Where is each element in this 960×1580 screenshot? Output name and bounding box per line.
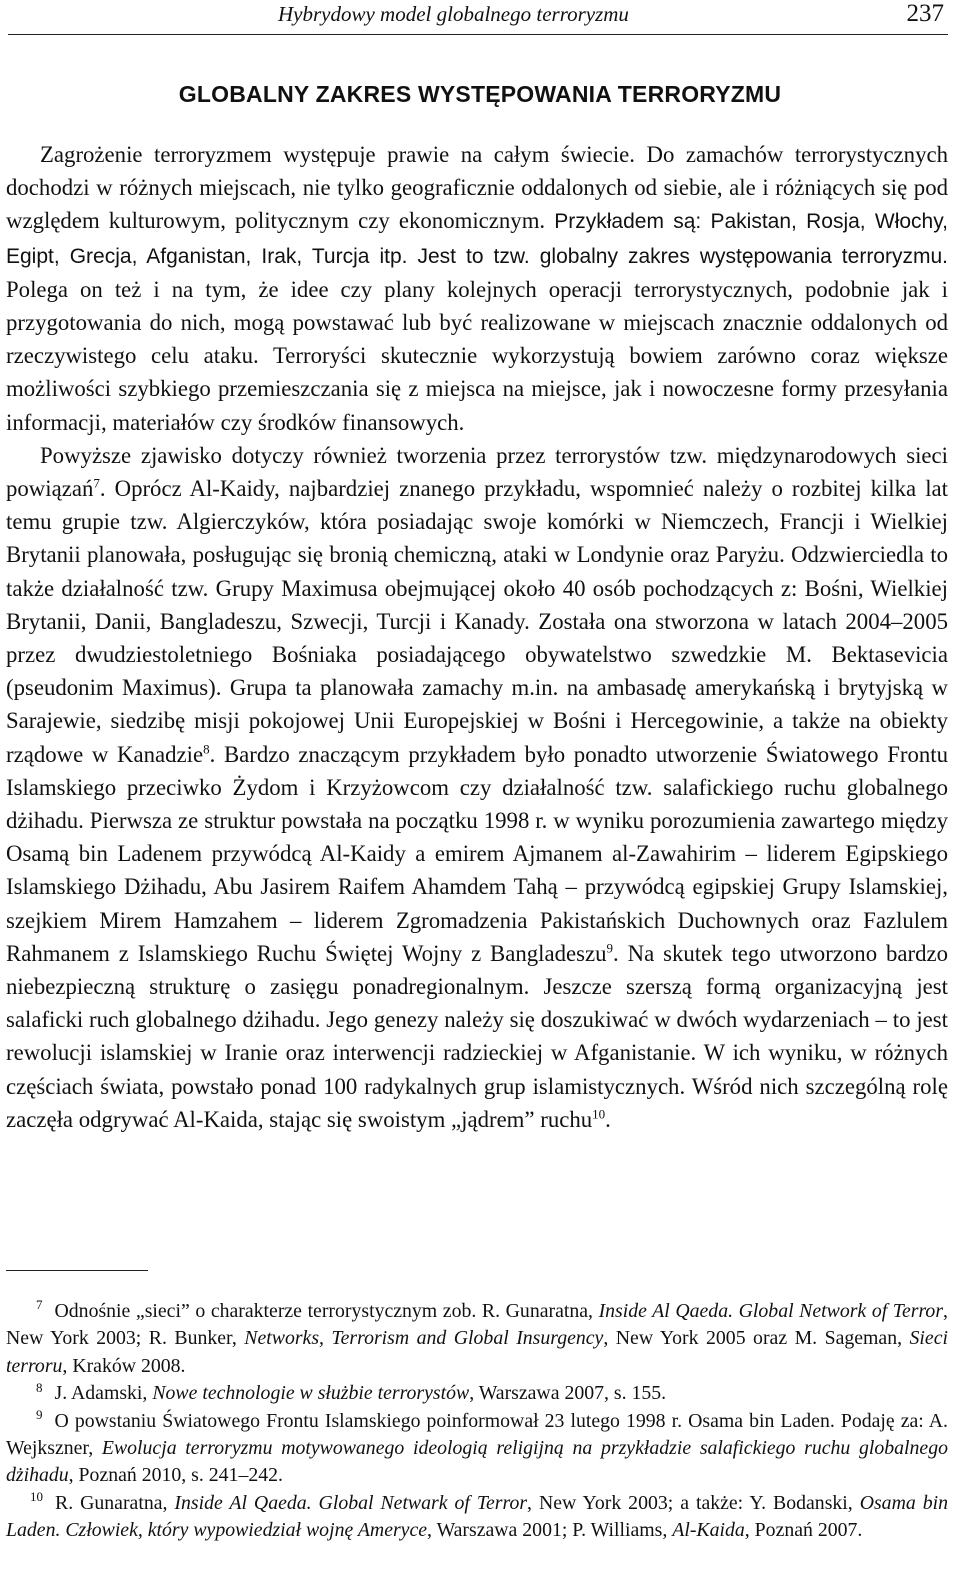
footnote-ref-9[interactable]: 9 <box>606 940 614 956</box>
footnote-text: R. Gunaratna, <box>55 1491 175 1514</box>
footnote-title: Inside Al Qaeda. Global Network of Terror <box>598 1300 944 1322</box>
footnote-title: Sieci terroru <box>6 1327 948 1377</box>
footnote-title: Inside Al Qaeda. Global Netwark of Terror <box>174 1491 528 1514</box>
footnote-title: Ewolucja terroryzmu motywowanego ideologią religijną na przykładzie salafickiego ruchu globalnego dżihadu <box>6 1437 948 1487</box>
footnote-10 <box>6 1490 948 1545</box>
footnote-title: Nowe technologie w służbie terrorystów <box>152 1382 470 1405</box>
paragraph-1-part-a: Zagrożenie terroryzmem występuje prawie na całym świecie. Do zamachów terrorystycznych dochodzi w różnych miejscach, nie tylko geograficznie oddalonych od siebie, ale i różniących się pod względem kulturowym, politycznym czy ekonomicznym. <box>6 142 948 234</box>
footnote-text: Odnośnie „sieci” o charakterze terrorystycznym zob. R. Gunaratna, <box>54 1300 599 1322</box>
footnote-text: , New York 2003; R. Bunker, <box>6 1300 948 1350</box>
footnote-title: Osama bin Laden. Człowiek, który wypowiedział wojnę Ameryce <box>6 1491 948 1542</box>
footnote-number: 8 <box>36 1379 43 1395</box>
footnote-text: , Kraków 2008. <box>62 1354 186 1377</box>
paragraph-1 <box>6 138 948 439</box>
paragraph-2-part-c: . Bardzo znaczącym przykładem było ponadto utworzenie Światowego Frontu Islamskiego przeciwko Żydom i Krzyżowcom czy działalność tzw. salafickiego ruchu globalnego dżihadu. Pierwsza ze struktur powstała na początku 1998 r. w wyniku porozumienia zawartego między Osamą bin Ladenem przywódcą Al-Kaidy a emirem Ajmanem al-Zawahirim – liderem Egipskiego Islamskiego Dżihadu, Abu Jasirem Raifem Ahamdem Tahą – przywódcą egipskiej Grupy Islamskiej, szejkiem Mirem Hamzahem – liderem Zgromadzenia Pakistańskich Duchownych oraz Fazlulem Rahmanem z Islamskiego Ruchu Świętej Wojny z Bangladeszu <box>6 741 949 966</box>
footnote-number: 7 <box>36 1297 43 1313</box>
footnote-number: 10 <box>30 1489 43 1505</box>
footnote-text: O powstaniu Światowego Frontu Islamskiego poinformował 23 lutego 1998 r. Osama bin Laden. Podaję za: A. Wejkszner, <box>6 1409 948 1460</box>
footnote-text: , New York 2005 oraz M. Sageman, <box>603 1327 910 1350</box>
running-header <box>8 0 948 35</box>
page-number: 237 <box>906 0 944 27</box>
footnote-ref-10[interactable]: 10 <box>592 1106 606 1122</box>
footnote-separator <box>6 1270 148 1271</box>
footnote-9 <box>6 1408 948 1490</box>
footnote-number: 9 <box>36 1407 43 1423</box>
paragraph-2-part-b: . Oprócz Al-Kaidy, najbardziej znanego przykładu, wspomnieć należy o rozbitej kilka lat temu grupie tzw. Algierczyków, która posiadając swoje komórki w Niemczech, Francji i Wielkiej Brytanii planowała, posługując się bronią chemiczną, ataki w Londynie oraz Paryżu. Odzwierciedla to także działalność tzw. Grupy Maximusa obejmującej około 40 osób pochodzących z: Bośni, Wielkiej Brytanii, Danii, Bangladeszu, Szwecji, Turcji i Kanady. Została ona stworzona w latach 2004–2005 przez dwudziestoletniego Bośniaka posiadającego obywatelstwo szwedzkie M. Bektasevicia (pseudonim Maximus). Grupa ta planowała zamachy m.in. na ambasadę amerykańską i brytyjską w Sarajewie, siedzibę misji pokojowej Unii Europejskiej w Bośni i Hercegowinie, a także na obiekty rządowe w Kanadzie <box>6 476 948 767</box>
paragraph-1-part-b: Przykładem są: Pakistan, Rosja, Włochy, Egipt, Grecja, Afganistan, Irak, Turcja itp. Jest to tzw. globalny zakres występowania terroryzmu. <box>6 210 949 268</box>
paragraph-2 <box>6 439 948 1136</box>
main-text <box>6 138 948 1136</box>
footnote-text: , Poznań 2010, s. 241–242. <box>68 1464 283 1487</box>
footnote-ref-8[interactable]: 8 <box>203 741 210 757</box>
footnotes <box>6 1298 948 1545</box>
footnote-title: Networks, Terrorism and Global Insurgency <box>244 1327 604 1350</box>
footnote-text: , New York 2003; a także: Y. Bodanski, <box>527 1491 860 1514</box>
footnote-text: , Warszawa 2001; P. Williams, <box>427 1519 673 1542</box>
footnote-ref-7[interactable]: 7 <box>93 475 100 491</box>
paragraph-2-part-a: Powyższe zjawisko dotyczy również tworzenia przez terrorystów tzw. międzynarodowych sieci powiązań <box>6 442 948 502</box>
footnote-7 <box>6 1298 948 1380</box>
paragraph-1-part-c: Polega on też i na tym, że idee czy plany kolejnych operacji terrorystycznych, podobnie jak i przygotowania do nich, mogą powstawać lub być realizowane w miejscach znacznie oddalonych od rzeczywistego celu ataku. Terroryści skutecznie wykorzystują bowiem zarówno coraz większe możliwości szybkiego przemieszczania się z miejsca na miejsce, jak i nowoczesne formy przesyłania informacji, materiałów czy środków finansowych. <box>6 276 948 435</box>
running-title: Hybrydowy model globalnego terroryzmu <box>278 2 629 26</box>
footnote-text: , Poznań 2007. <box>744 1519 863 1542</box>
footnote-title: Al-Kaida <box>672 1519 745 1542</box>
paragraph-2-part-d: . Na skutek tego utworzono bardzo niebezpieczną strukturę o zasięgu ponadregionalnym. Jeszcze szerszą formą organizacyjną jest salaficki ruch globalnego dżihadu. Jego genezy należy się doszukiwać w dwóch wydarzeniach – to jest rewolucji islamskiej w Iranie oraz interwencji radzieckiej w Afganistanie. W ich wyniku, w różnych częściach świata, powstało ponad 100 radykalnych grup islamistycznych. Wśród nich szczególną rolę zaczęła odgrywać Al-Kaida, stając się swoistym „jądrem” ruchu <box>6 940 948 1132</box>
footnote-text: , Warszawa 2007, s. 155. <box>469 1382 667 1405</box>
paragraph-2-part-e: . <box>605 1106 611 1132</box>
footnote-8 <box>6 1380 948 1407</box>
section-heading: GLOBALNY ZAKRES WYSTĘPOWANIA TERRORYZMU <box>178 81 782 107</box>
footnote-text: J. Adamski, <box>54 1382 153 1405</box>
